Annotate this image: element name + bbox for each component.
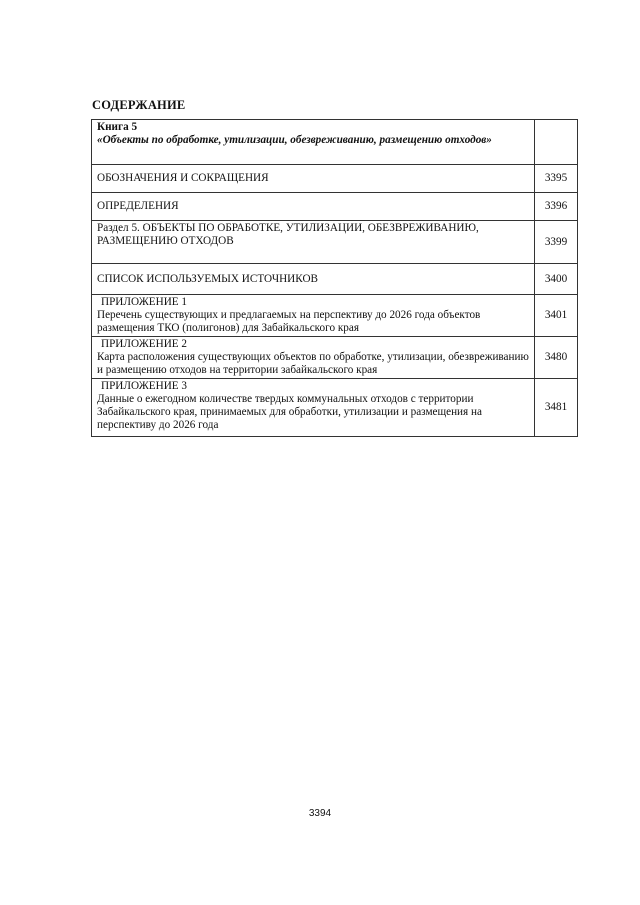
toc-row[interactable] [92, 379, 578, 437]
toc-entry-page: 3399 [535, 221, 578, 264]
toc-entry-page: 3396 [535, 193, 578, 221]
toc-heading: СОДЕРЖАНИЕ [92, 98, 186, 112]
toc-entry-cell[interactable] [92, 379, 535, 437]
toc-entry-title: Данные о ежегодном количестве твердых коммунальных отходов с территории Забайкальского края, принимаемых для обработки, утилизации и размещения на перспективу до 2026 года [97, 393, 482, 431]
toc-entry-page: 3481 [535, 379, 578, 437]
toc-entry-page: 3400 [535, 264, 578, 295]
toc-entry-page: 3401 [535, 295, 578, 337]
appendix-label: ПРИЛОЖЕНИЕ 3 [101, 380, 188, 392]
book-cell [92, 120, 535, 165]
toc-entry-cell[interactable] [92, 295, 535, 337]
book-label: Книга 5 [97, 121, 138, 133]
toc-row[interactable] [92, 193, 578, 221]
appendix-label: ПРИЛОЖЕНИЕ 1 [101, 296, 188, 308]
toc-entry-cell[interactable] [92, 337, 535, 379]
appendix-label: ПРИЛОЖЕНИЕ 2 [101, 338, 188, 350]
toc-entry-page: 3480 [535, 337, 578, 379]
toc-entry-page: 3395 [535, 165, 578, 193]
page-number: 3394 [308, 808, 332, 819]
toc-row[interactable] [92, 337, 578, 379]
toc-row[interactable] [92, 165, 578, 193]
toc-table [91, 119, 578, 437]
toc-entry-title[interactable]: ОПРЕДЕЛЕНИЯ [92, 193, 535, 221]
toc-entry-title[interactable]: Раздел 5. ОБЪЕКТЫ ПО ОБРАБОТКЕ, УТИЛИЗАЦИИ, ОБЕЗВРЕЖИВАНИЮ, РАЗМЕЩЕНИЮ ОТХОДОВ [92, 221, 535, 264]
toc-row[interactable] [92, 221, 578, 264]
toc-entry-title[interactable]: СПИСОК ИСПОЛЬЗУЕМЫХ ИСТОЧНИКОВ [92, 264, 535, 295]
book-page-cell [535, 120, 578, 165]
book-title: «Объекты по обработке, утилизации, обезвреживанию, размещению отходов» [97, 134, 492, 146]
toc-entry-title[interactable]: ОБОЗНАЧЕНИЯ И СОКРАЩЕНИЯ [92, 165, 535, 193]
toc-row[interactable] [92, 264, 578, 295]
toc-entry-title: Перечень существующих и предлагаемых на перспективу до 2026 года объектов размещения ТКО (полигонов) для Забайкальского края [97, 309, 481, 334]
toc-row[interactable] [92, 295, 578, 337]
toc-row-book [92, 120, 578, 165]
toc-entry-title: Карта расположения существующих объектов по обработке, утилизации, обезвреживанию и размещению отходов на территории забайкальского края [97, 351, 529, 376]
